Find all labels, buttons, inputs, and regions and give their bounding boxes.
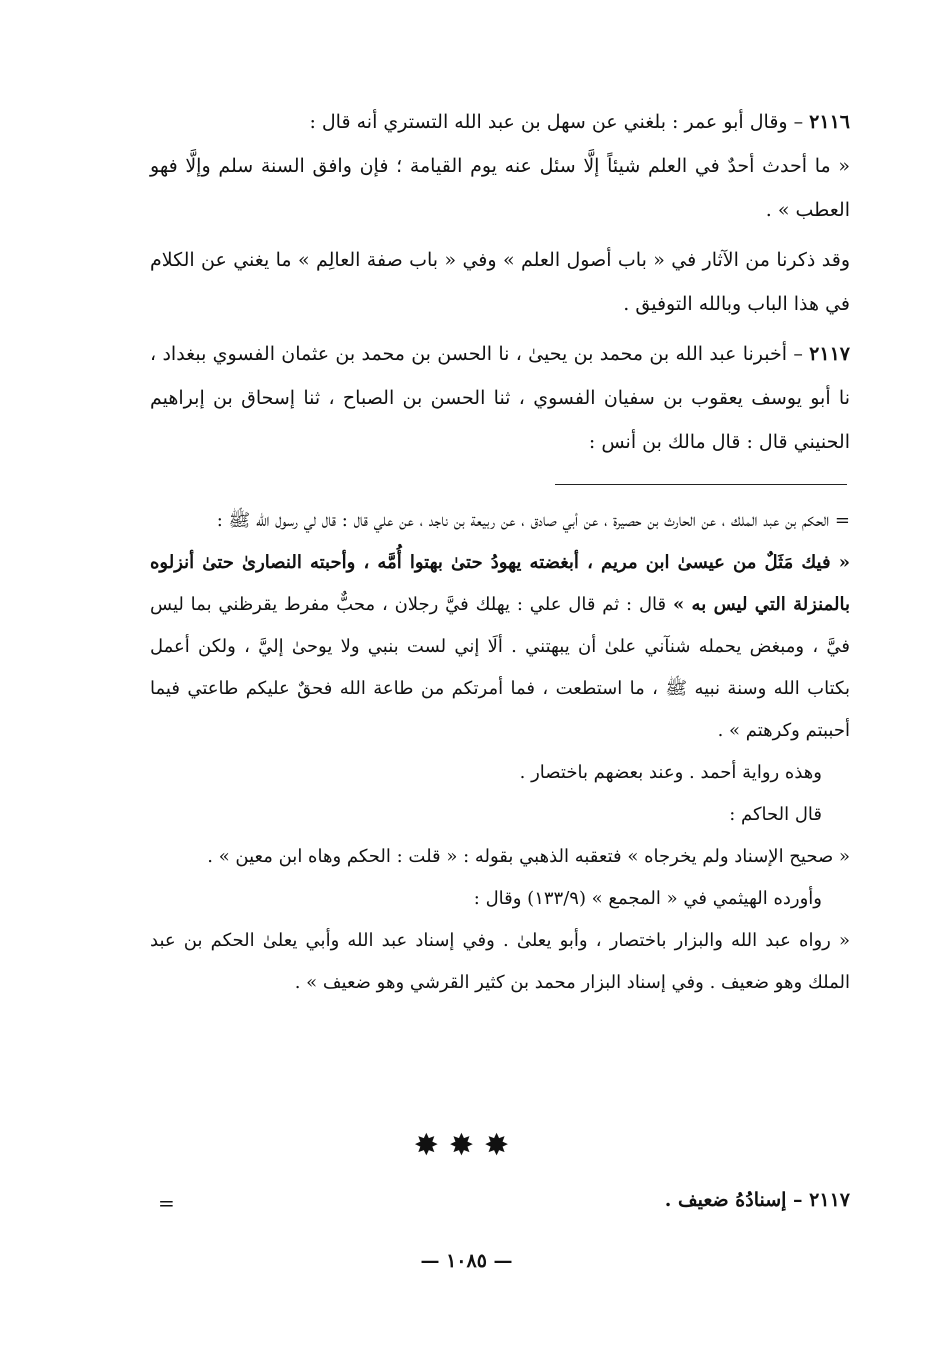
footnote-line: « رواه عبد الله والبزار باختصار ، وأبو يعلىٰ . وفي إسناد عبد الله وأبي يعلىٰ الحكم بن عبد الملك وهو ضعيف . وفي إسناد البزار محمد بن كثير القرشي وهو ضعيف » . xyxy=(150,930,850,993)
footnote-divider xyxy=(555,484,847,485)
footnote-line: وهذه رواية أحمد . وعند بعضهم باختصار . xyxy=(519,762,822,783)
hadith-number: ٢١١٧ xyxy=(809,343,850,365)
paragraph-2116 xyxy=(150,100,850,144)
footnote-hadith xyxy=(150,542,850,752)
hadith-quote-rest: قال : ثم قال علي : يهلك فيَّ رجلان ، محبٌّ مفرط يقرظني بما ليس فيَّ ، ومبغض يحمله شنآني علىٰ أن يبهتني . ألَا إني لست بنبي ولا يوحىٰ إليَّ ، ولكن أعمل بكتاب الله وسنة نبيه ﷺ ، ما استطعت ، فما أمرتكم من طاعة الله فحقٌ عليكم طاعتي فيما أحببتم وكرهتم » . xyxy=(150,594,850,741)
continuation-mark: = xyxy=(158,1191,175,1215)
paragraph-text: – وقال أبو عمر : بلغني عن سهل بن عبد الله التستري أنه قال : xyxy=(309,111,810,133)
footnote-line: وأورده الهيثمي في « المجمع » (١٣٣/٩) وقال : xyxy=(473,888,822,909)
hadith-quote-bold: « فيك مَثَلٌ من عيسىٰ ابن مريم ، أبغضته يهودُ حتىٰ بهتوا أُمَّه ، وأحبته النصارىٰ حتىٰ أنزلوه بالمنزلة التي ليس به » xyxy=(150,552,850,615)
paragraph-2117 xyxy=(150,332,850,464)
footnote-line: = الحكم بن عبد الملك ، عن الحارث بن حصيرة ، عن أبي صادق ، عن ربيعة بن ناجد ، عن علي قال : قال لي رسول الله ﷺ : xyxy=(216,510,850,531)
page-number: — ١٠٨٥ — xyxy=(420,1250,513,1272)
main-text xyxy=(150,100,850,464)
hadith-number: ٢١١٦ xyxy=(809,111,850,133)
section-separator: ✸✸✸ xyxy=(413,1128,520,1163)
grading-text: – إسنادُهُ ضعيف . xyxy=(664,1189,810,1211)
paragraph-text: – أخبرنا عبد الله بن محمد بن يحيىٰ ، نا الحسن بن محمد بن عثمان الفسوي ببغداد ، نا أبو يوسف يعقوب بن سفيان الفسوي ، ثنا الحسن بن الصباح ، ثنا إسحاق بن إبراهيم الحنيني قال : قال مالك بن أنس : xyxy=(150,343,850,453)
footnotes xyxy=(150,500,850,1004)
footnote-line: قال الحاكم : xyxy=(729,804,822,825)
paragraph-note: وقد ذكرنا من الآثار في « باب أصول العلم » وفي « باب صفة العالِم » ما يغني عن الكلام في هذا الباب وبالله التوفيق . xyxy=(150,249,850,315)
quote-text: « ما أحدث أحدٌ في العلم شيئاً إلَّا سئل عنه يوم القيامة ؛ فإن وافق السنة سلم وإلَّا فهو العطب » . xyxy=(150,155,850,221)
grading-line xyxy=(150,1180,850,1220)
hadith-number: ٢١١٧ xyxy=(809,1189,850,1211)
footnote-line: « صحيح الإسناد ولم يخرجاه » فتعقبه الذهبي بقوله : « قلت : الحكم وهاه ابن معين » . xyxy=(207,846,850,867)
